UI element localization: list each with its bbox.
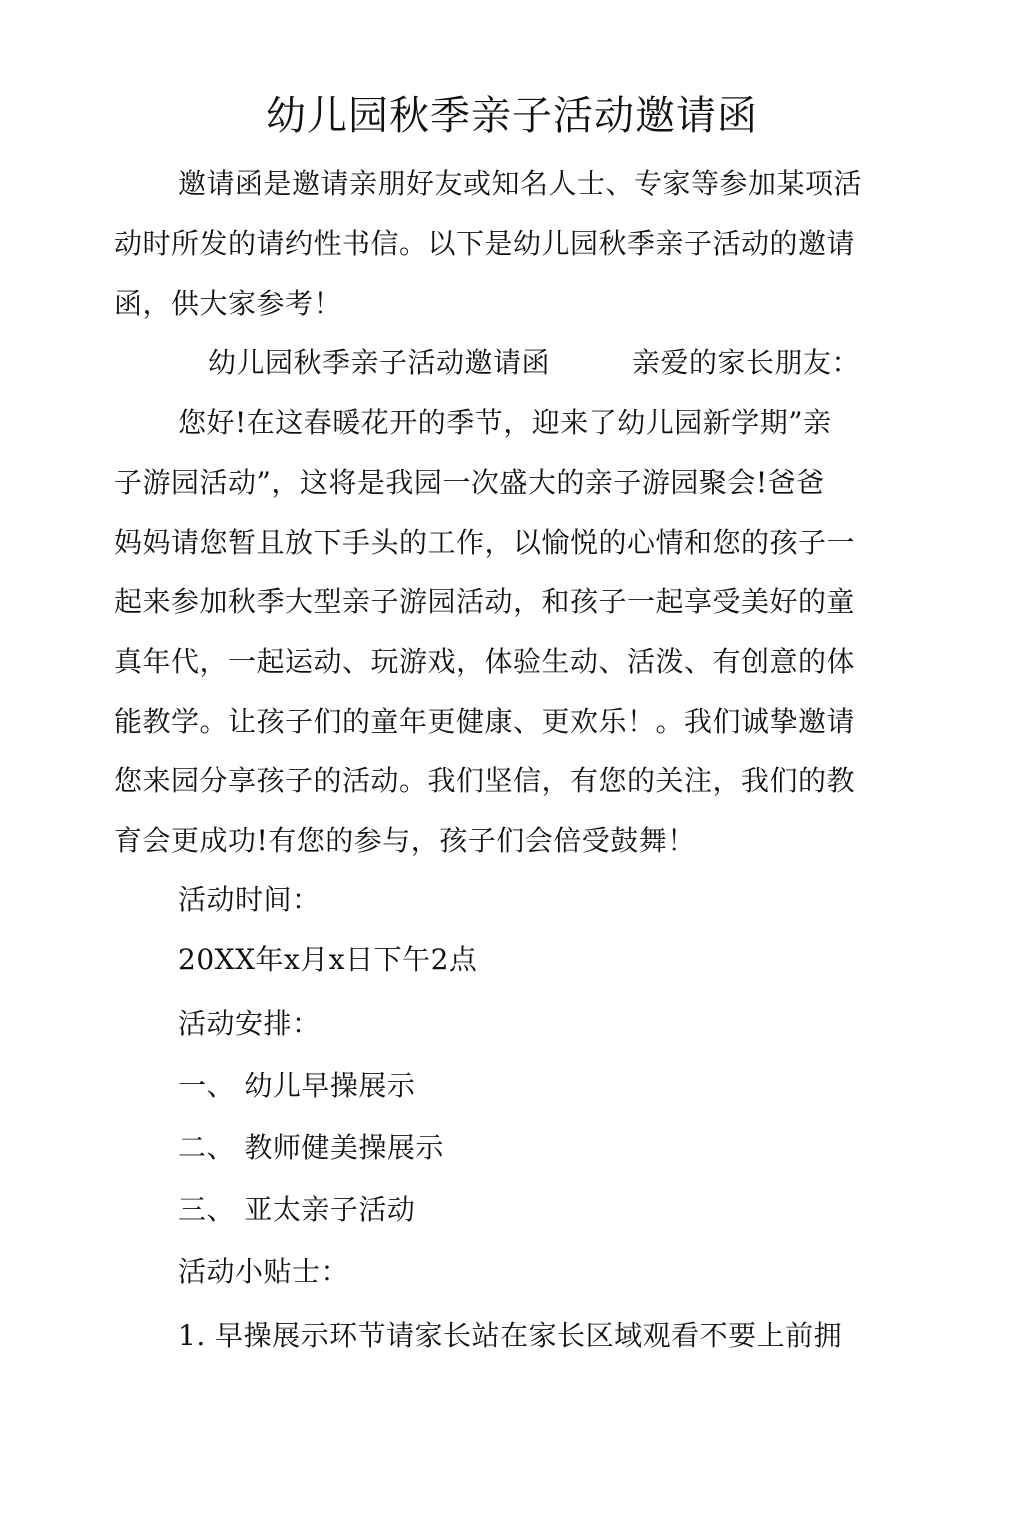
body-line: 起来参加秋季大型亲子游园活动，和孩子一起享受美好的童: [114, 585, 856, 618]
body-line: 能教学。让孩子们的童年更健康、更欢乐！。我们诚挚邀请: [114, 705, 856, 738]
salutation: 亲爱的家长朋友：: [632, 346, 861, 379]
intro-line: 邀请函是邀请亲朋好友或知名人士、专家等参加某项活: [178, 167, 863, 200]
letter-subtitle: 幼儿园秋季亲子活动邀请函: [208, 346, 551, 379]
tips-label: 活动小贴士：: [178, 1255, 350, 1288]
time-label: 活动时间：: [178, 883, 321, 916]
arrangement-item: 二、 教师健美操展示: [178, 1131, 444, 1164]
arrangement-label: 活动安排：: [178, 1007, 321, 1040]
body-line: 育会更成功!有您的参与，孩子们会倍受鼓舞！: [114, 824, 696, 857]
intro-line: 函，供大家参考！: [114, 287, 343, 320]
time-value: 20XX年x月x日下午2点: [178, 943, 478, 976]
intro-line: 动时所发的请约性书信。以下是幼儿园秋季亲子活动的邀请: [114, 227, 856, 260]
body-line: 真年代，一起运动、玩游戏，体验生动、活泼、有创意的体: [114, 645, 856, 678]
body-line: 妈妈请您暂且放下手头的工作，以愉悦的心情和您的孩子一: [114, 526, 856, 559]
body-line: 您好!在这春暖花开的季节，迎来了幼儿园新学期”亲: [178, 406, 832, 439]
tips-item: 1. 早操展示环节请家长站在家长区域观看不要上前拥: [178, 1319, 843, 1352]
arrangement-item: 三、 亚太亲子活动: [178, 1193, 416, 1226]
document-title: 幼儿园秋季亲子活动邀请函: [266, 93, 758, 139]
body-line: 子游园活动”，这将是我园一次盛大的亲子游园聚会!爸爸: [114, 466, 825, 499]
arrangement-item: 一、 幼儿早操展示: [178, 1069, 416, 1102]
body-line: 您来园分享孩子的活动。我们坚信，有您的关注，我们的教: [114, 764, 856, 797]
